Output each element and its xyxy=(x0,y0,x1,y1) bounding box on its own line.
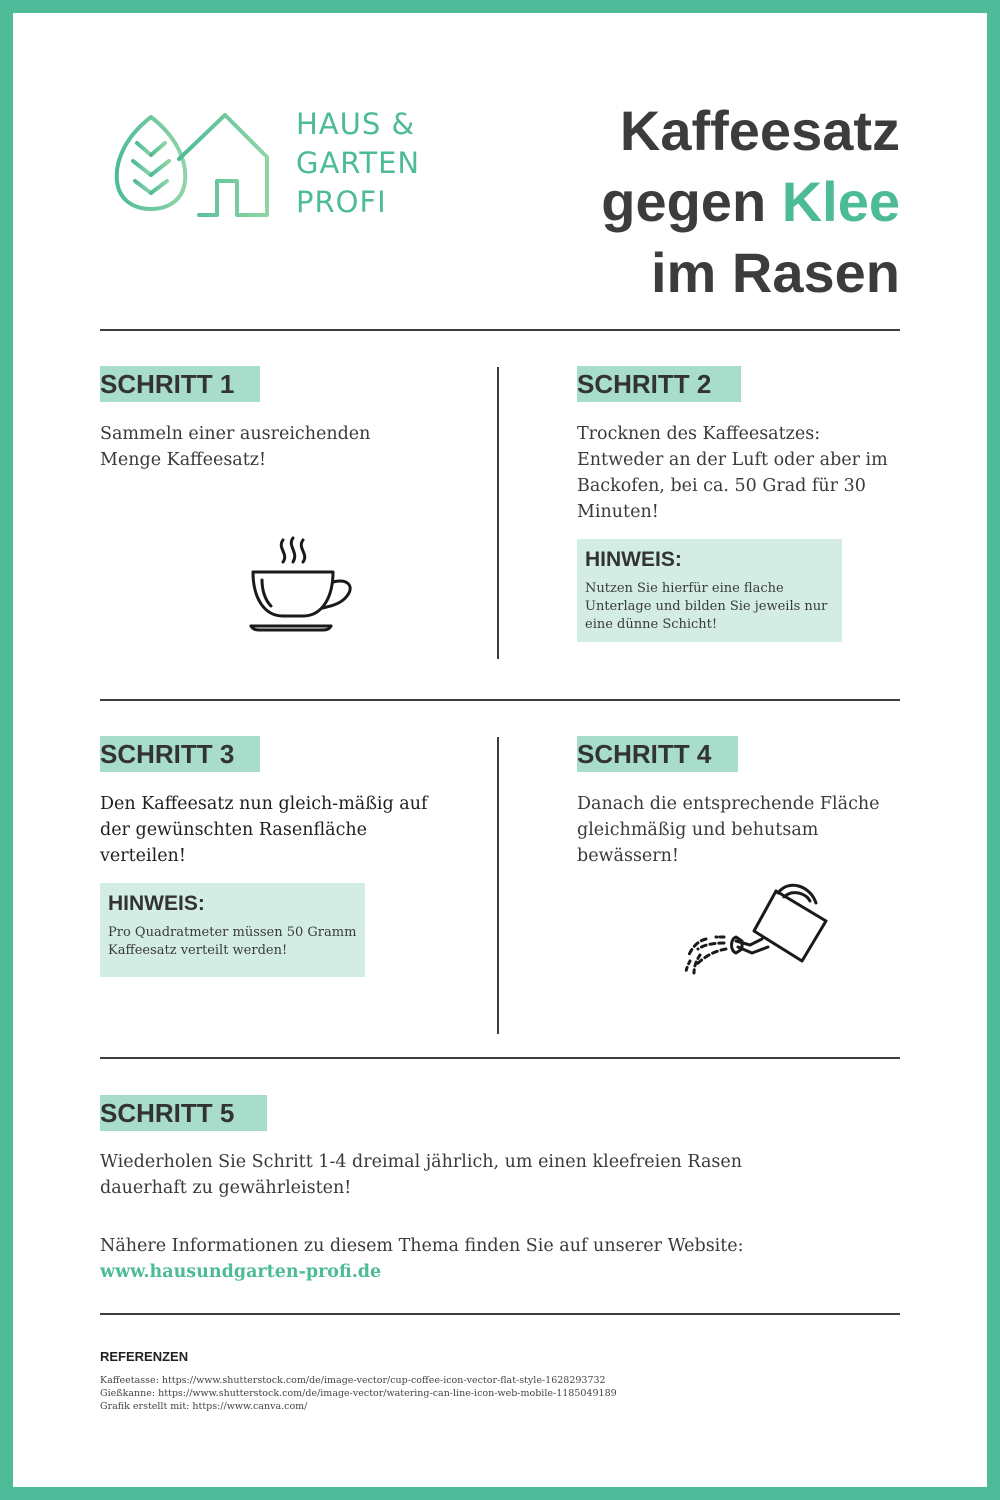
step-4-text: Danach die entsprechende Fläche gleichmäßig und behutsam bewässern! xyxy=(577,794,880,866)
watering-can-icon xyxy=(676,881,836,977)
website-link[interactable]: www.hausundgarten-profi.de xyxy=(100,1262,382,1282)
divider-bottom xyxy=(100,1313,900,1315)
step-2-text: Trocknen des Kaffeesatzes: Entweder an der Luft oder aber im Backofen, bei ca. 50 Grad für 30 Minuten! xyxy=(577,424,888,522)
logo-line-1: HAUS & xyxy=(296,107,416,141)
step-5-label: SCHRITT 5 xyxy=(100,1095,267,1131)
infographic-page xyxy=(13,13,987,1487)
divider-vertical-1 xyxy=(497,367,499,659)
divider-vertical-2 xyxy=(497,737,499,1034)
step-3-text: Den Kaffeesatz nun gleich-mäßig auf der gewünschten Rasenfläche verteilen! xyxy=(100,794,428,866)
more-info-text: Nähere Informationen zu diesem Thema finden Sie auf unserer Website: xyxy=(100,1236,744,1256)
page-title xyxy=(480,95,900,308)
step-2-hint xyxy=(577,539,842,642)
title-line-1: Kaffeesatz xyxy=(619,99,900,162)
reference-item: Grafik erstellt mit: https://www.canva.com/ xyxy=(100,1401,308,1412)
title-accent: Klee xyxy=(781,170,900,233)
title-line-3: im Rasen xyxy=(651,241,900,304)
reference-item: Gießkanne: https://www.shutterstock.com/de/image-vector/watering-can-line-icon-web-mobile-1185049189 xyxy=(100,1388,617,1399)
reference-item: Kaffeetasse: https://www.shutterstock.com/de/image-vector/cup-coffee-icon-vector-flat-style-1628293732 xyxy=(100,1375,606,1386)
divider-lower xyxy=(100,1057,900,1059)
logo-line-3: PROFI xyxy=(296,185,387,219)
divider-top xyxy=(100,329,900,331)
logo-line-2: GARTEN xyxy=(296,146,421,180)
references-heading: REFERENZEN xyxy=(100,1349,189,1364)
step-2-label: SCHRITT 2 xyxy=(577,366,741,402)
leaf-house-logo-icon xyxy=(113,109,273,219)
step-5-text: Wiederholen Sie Schritt 1-4 dreimal jährlich, um einen kleefreien Rasen dauerhaft zu gewährleisten! xyxy=(100,1152,743,1198)
step-3-hint xyxy=(100,883,365,977)
hint-text: Pro Quadratmeter müssen 50 Gramm Kaffeesatz verteilt werden! xyxy=(108,925,357,958)
coffee-cup-icon xyxy=(247,536,353,634)
title-line-2-prefix: gegen xyxy=(601,170,782,233)
step-1-label: SCHRITT 1 xyxy=(100,366,260,402)
more-info xyxy=(100,1233,860,1285)
title-line-2 xyxy=(480,166,900,237)
hint-title: HINWEIS: xyxy=(108,892,205,915)
step-3-label: SCHRITT 3 xyxy=(100,736,260,772)
divider-middle xyxy=(100,699,900,701)
logo-wordmark xyxy=(296,105,420,222)
hint-title: HINWEIS: xyxy=(585,548,682,571)
step-4-label: SCHRITT 4 xyxy=(577,736,738,772)
hint-text: Nutzen Sie hierfür eine flache Unterlage und bilden Sie jeweils nur eine dünne Schicht! xyxy=(585,581,828,632)
references-list xyxy=(100,1374,617,1413)
step-1-text: Sammeln einer ausreichenden Menge Kaffeesatz! xyxy=(100,424,371,470)
